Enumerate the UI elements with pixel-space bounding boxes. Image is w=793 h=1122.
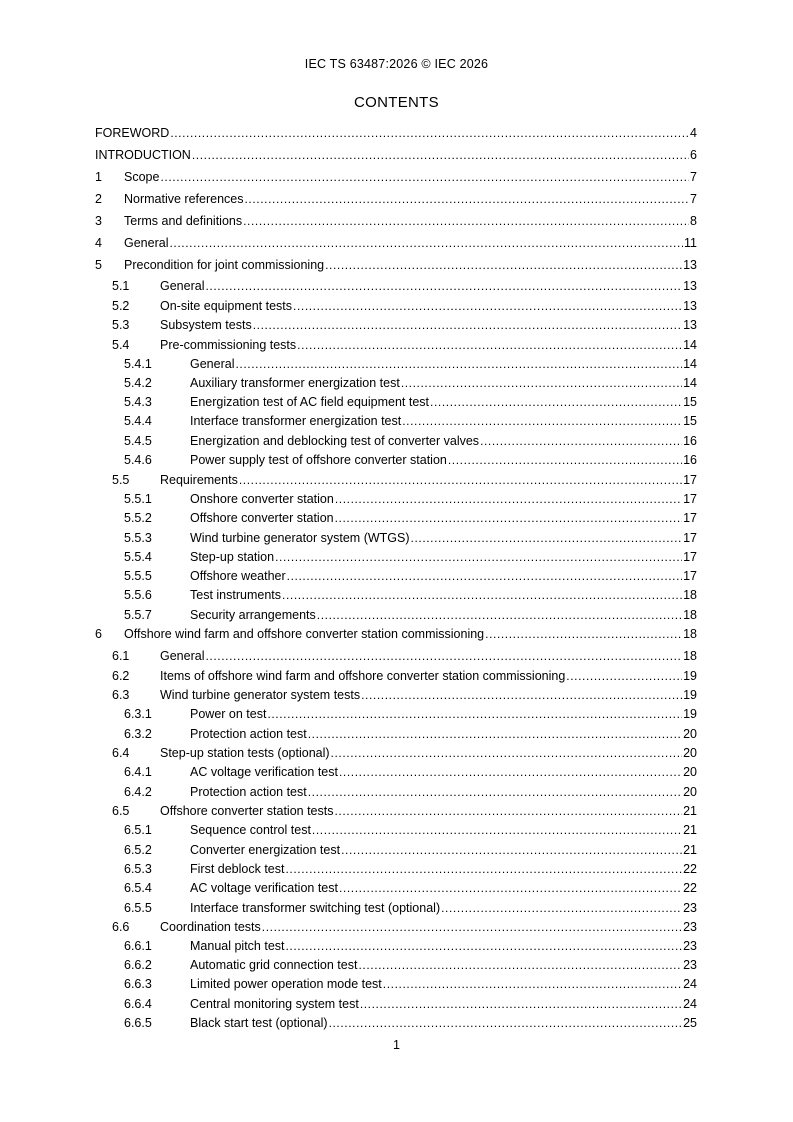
toc-entry[interactable] — [95, 146, 697, 164]
toc-entry[interactable] — [112, 667, 697, 685]
toc-entry-title[interactable]: Auxiliary transformer energization test — [190, 376, 400, 390]
toc-entry-title[interactable]: Normative references — [124, 192, 244, 206]
toc-entry[interactable] — [124, 975, 697, 993]
toc-entry[interactable] — [95, 168, 697, 186]
page-number: 1 — [393, 1038, 400, 1052]
toc-entry[interactable] — [95, 234, 697, 252]
toc-entry-title[interactable]: Energization test of AC field equipment test — [190, 395, 430, 409]
toc-entry[interactable] — [124, 606, 697, 624]
toc-entry-page[interactable]: 21 — [683, 843, 697, 857]
dot-leader — [160, 168, 689, 186]
toc-entry-page[interactable]: 13 — [683, 258, 697, 272]
toc-entry[interactable] — [124, 451, 697, 469]
toc-entry[interactable] — [112, 647, 697, 665]
toc-entry[interactable] — [124, 937, 697, 955]
toc-entry-page[interactable]: 18 — [683, 649, 697, 663]
dot-leader — [360, 995, 682, 1013]
toc-entry-page[interactable]: 24 — [683, 997, 697, 1011]
toc-entry-title[interactable]: On-site equipment tests — [160, 299, 293, 313]
toc-entry-number: 6.4 — [112, 746, 130, 760]
dot-leader — [169, 234, 683, 252]
toc-entry-page[interactable]: 23 — [683, 901, 697, 915]
toc-entry-title[interactable]: Onshore converter station — [190, 492, 334, 506]
toc-entry-number: 6.5.3 — [124, 862, 152, 876]
toc-entry-page[interactable]: 17 — [683, 531, 697, 545]
toc-entry-page[interactable]: 18 — [683, 608, 697, 622]
toc-entry-title[interactable]: Pre-commissioning tests — [160, 338, 297, 352]
toc-entry-page[interactable]: 13 — [683, 279, 697, 293]
toc-entry[interactable] — [124, 879, 697, 897]
toc-entry[interactable] — [112, 744, 697, 762]
dot-leader — [430, 393, 682, 411]
toc-entry-number: 6.6.1 — [124, 939, 152, 953]
toc-entry-page[interactable]: 20 — [683, 765, 697, 779]
toc-entry-number: 5.2 — [112, 299, 130, 313]
toc-entry-page[interactable]: 17 — [683, 569, 697, 583]
toc-entry-number: 5 — [95, 258, 102, 272]
dot-leader — [335, 509, 683, 527]
toc-entry-number: 6.5.1 — [124, 823, 152, 837]
toc-entry-number: 6.3 — [112, 688, 130, 702]
toc-entry[interactable] — [124, 412, 697, 430]
toc-entry-title[interactable]: Test instruments — [190, 588, 282, 602]
toc-entry[interactable] — [112, 297, 697, 315]
dot-leader — [448, 451, 682, 469]
toc-entry-title[interactable]: INTRODUCTION — [95, 148, 191, 162]
dot-leader — [480, 432, 682, 450]
toc-entry-number: 5.5.6 — [124, 588, 152, 602]
toc-entry[interactable] — [124, 490, 697, 508]
toc-entry[interactable] — [124, 529, 697, 547]
toc-entry-title[interactable]: General — [160, 279, 205, 293]
toc-entry[interactable] — [124, 355, 697, 373]
toc-entry-page[interactable]: 21 — [683, 804, 697, 818]
dot-leader — [339, 763, 682, 781]
toc-entry-title[interactable]: Terms and definitions — [124, 214, 243, 228]
toc-entry-number: 6.4.1 — [124, 765, 152, 779]
toc-entry-number: 5.4.2 — [124, 376, 152, 390]
dot-leader — [239, 471, 682, 489]
toc-entry-title[interactable]: Offshore converter station tests — [160, 804, 334, 818]
dot-leader — [243, 212, 689, 230]
toc-entry-title[interactable]: Step-up station — [190, 550, 275, 564]
dot-leader — [170, 124, 689, 142]
toc-entry-page[interactable]: 23 — [683, 920, 697, 934]
toc-entry-page[interactable]: 22 — [683, 862, 697, 876]
toc-entry[interactable] — [124, 821, 697, 839]
toc-entry[interactable] — [95, 256, 697, 274]
toc-entry[interactable] — [124, 567, 697, 585]
dot-leader — [235, 355, 682, 373]
dot-leader — [331, 744, 683, 762]
toc-entry-page[interactable]: 7 — [690, 170, 697, 184]
toc-entry-page[interactable]: 18 — [683, 627, 697, 641]
toc-entry-page[interactable]: 17 — [683, 492, 697, 506]
toc-entry-title[interactable]: Offshore weather — [190, 569, 286, 583]
toc-entry-page[interactable]: 18 — [683, 588, 697, 602]
toc-entry-title[interactable]: Limited power operation mode test — [190, 977, 382, 991]
toc-entry-title[interactable]: General — [124, 236, 169, 250]
dot-leader — [339, 879, 682, 897]
dot-leader — [341, 841, 682, 859]
toc-entry[interactable] — [112, 316, 697, 334]
dot-leader — [335, 490, 682, 508]
dot-leader — [308, 783, 682, 801]
toc-entry-title[interactable]: Wind turbine generator system (WTGS) — [190, 531, 410, 545]
dot-leader — [262, 918, 682, 936]
toc-entry-title[interactable]: Step-up station tests (optional) — [160, 746, 330, 760]
toc-entry-number: 6.3.1 — [124, 707, 152, 721]
toc-entry-page[interactable]: 20 — [683, 746, 697, 760]
toc-entry-title[interactable]: Requirements — [160, 473, 238, 487]
toc-entry-page[interactable]: 14 — [683, 357, 697, 371]
toc-entry-page[interactable]: 4 — [690, 126, 697, 140]
toc-entry-number: 4 — [95, 236, 102, 250]
dot-leader — [411, 529, 683, 547]
dot-leader — [334, 802, 682, 820]
toc-entry-number: 3 — [95, 214, 102, 228]
toc-entry-number: 5.5.3 — [124, 531, 152, 545]
toc-entry[interactable] — [112, 471, 697, 489]
toc-entry-title[interactable]: Sequence control test — [190, 823, 311, 837]
toc-entry[interactable] — [112, 918, 697, 936]
toc-entry-number: 6.6.3 — [124, 977, 152, 991]
toc-entry-title[interactable]: Precondition for joint commissioning — [124, 258, 325, 272]
toc-entry-page[interactable]: 6 — [690, 148, 697, 162]
toc-entry-page[interactable]: 19 — [683, 688, 697, 702]
toc-entry-number: 6.5 — [112, 804, 130, 818]
dot-leader — [325, 256, 682, 274]
document-header: IEC TS 63487:2026 © IEC 2026 — [304, 57, 489, 71]
toc-entry-number: 5.5.2 — [124, 511, 152, 525]
toc-entry-title[interactable]: Energization and deblocking test of converter valves — [190, 434, 480, 448]
toc-entry-page[interactable]: 16 — [683, 453, 697, 467]
toc-entry-title[interactable]: Automatic grid connection test — [190, 958, 358, 972]
toc-entry-title[interactable]: Protection action test — [190, 785, 307, 799]
toc-entry-title[interactable]: General — [190, 357, 235, 371]
toc-entry[interactable] — [124, 725, 697, 743]
toc-entry-number: 5.5.5 — [124, 569, 152, 583]
dot-leader — [402, 412, 682, 430]
dot-leader — [329, 1014, 683, 1032]
toc-entry-page[interactable]: 23 — [683, 939, 697, 953]
dot-leader — [253, 316, 682, 334]
toc-entry-number: 6.2 — [112, 669, 130, 683]
toc-entry-title[interactable]: Coordination tests — [160, 920, 261, 934]
toc-entry[interactable] — [95, 124, 697, 142]
toc-entry-number: 6 — [95, 627, 102, 641]
toc-entry[interactable] — [112, 686, 697, 704]
toc-entry-number: 6.1 — [112, 649, 130, 663]
toc-entry[interactable] — [124, 1014, 697, 1032]
toc-entry[interactable] — [112, 277, 697, 295]
dot-leader — [267, 705, 682, 723]
toc-entry-page[interactable]: 25 — [683, 1016, 697, 1030]
dot-leader — [293, 297, 682, 315]
toc-entry-number: 5.5.4 — [124, 550, 152, 564]
dot-leader — [317, 606, 682, 624]
toc-entry-number: 5.4.4 — [124, 414, 152, 428]
toc-entry[interactable] — [124, 995, 697, 1013]
toc-entry-number: 5.4.5 — [124, 434, 152, 448]
toc-entry[interactable] — [95, 212, 697, 230]
toc-entry-page[interactable]: 24 — [683, 977, 697, 991]
toc-entry-number: 6.5.4 — [124, 881, 152, 895]
toc-entry-title[interactable]: Manual pitch test — [190, 939, 285, 953]
toc-entry-title[interactable]: Subsystem tests — [160, 318, 252, 332]
toc-entry-page[interactable]: 19 — [683, 707, 697, 721]
toc-entry[interactable] — [112, 336, 697, 354]
dot-leader — [245, 190, 690, 208]
toc-entry-page[interactable]: 19 — [683, 669, 697, 683]
dot-leader — [312, 821, 682, 839]
toc-entry-page[interactable]: 7 — [690, 192, 697, 206]
dot-leader — [205, 647, 682, 665]
toc-entry[interactable] — [124, 705, 697, 723]
toc-entry-number: 5.5 — [112, 473, 130, 487]
toc-entry-page[interactable]: 13 — [683, 299, 697, 313]
toc-entry-title[interactable]: Converter energization test — [190, 843, 341, 857]
toc-entry-title[interactable]: FOREWORD — [95, 126, 170, 140]
toc-entry[interactable] — [124, 393, 697, 411]
toc-entry[interactable] — [124, 783, 697, 801]
page-title: CONTENTS — [354, 94, 439, 111]
toc-entry-title[interactable]: AC voltage verification test — [190, 881, 338, 895]
toc-entry-page[interactable]: 15 — [683, 395, 697, 409]
toc-entry-title[interactable]: Central monitoring system test — [190, 997, 359, 1011]
toc-entry-number: 6.6.5 — [124, 1016, 152, 1030]
toc-entry-title[interactable]: Wind turbine generator system tests — [160, 688, 361, 702]
toc-entry-number: 5.5.1 — [124, 492, 152, 506]
dot-leader — [383, 975, 682, 993]
toc-entry-number: 5.4.1 — [124, 357, 152, 371]
toc-entry-title[interactable]: Offshore converter station — [190, 511, 334, 525]
toc-entry-title[interactable]: Scope — [124, 170, 160, 184]
toc-entry-page[interactable]: 20 — [683, 727, 697, 741]
dot-leader — [361, 686, 682, 704]
toc-entry-title[interactable]: First deblock test — [190, 862, 285, 876]
dot-leader — [358, 956, 682, 974]
toc-entry[interactable] — [124, 548, 697, 566]
toc-entry-number: 6.6 — [112, 920, 130, 934]
toc-entry-page[interactable]: 8 — [690, 214, 697, 228]
toc-entry-page[interactable]: 20 — [683, 785, 697, 799]
toc-entry-page[interactable]: 22 — [683, 881, 697, 895]
toc-entry-number: 1 — [95, 170, 102, 184]
toc-entry-number: 5.5.7 — [124, 608, 152, 622]
toc-entry-title[interactable]: General — [160, 649, 205, 663]
toc-entry-title[interactable]: AC voltage verification test — [190, 765, 338, 779]
toc-entry-title[interactable]: Power supply test of offshore converter station — [190, 453, 447, 467]
toc-entry-title[interactable]: Interface transformer energization test — [190, 414, 402, 428]
toc-entry-page[interactable]: 21 — [683, 823, 697, 837]
toc-entry[interactable] — [124, 860, 697, 878]
toc-entry-number: 6.6.4 — [124, 997, 152, 1011]
toc-entry-title[interactable]: Interface transformer switching test (optional) — [190, 901, 441, 915]
toc-entry[interactable] — [95, 190, 697, 208]
toc-entry[interactable] — [124, 374, 697, 392]
dot-leader — [441, 899, 682, 917]
toc-entry-page[interactable]: 17 — [683, 550, 697, 564]
toc-entry-page[interactable]: 11 — [684, 236, 697, 250]
toc-entry-number: 5.4.3 — [124, 395, 152, 409]
toc-entry-title[interactable]: Offshore wind farm and offshore converter station commissioning — [124, 627, 485, 641]
toc-entry[interactable] — [112, 802, 697, 820]
toc-entry-page[interactable]: 16 — [683, 434, 697, 448]
toc-entry-title[interactable]: Black start test (optional) — [190, 1016, 328, 1030]
toc-entry[interactable] — [124, 763, 697, 781]
toc-entry-number: 5.4 — [112, 338, 130, 352]
toc-entry-number: 6.5.5 — [124, 901, 152, 915]
toc-entry-number: 6.3.2 — [124, 727, 152, 741]
dot-leader — [285, 860, 682, 878]
toc-entry-page[interactable]: 23 — [683, 958, 697, 972]
toc-entry-page[interactable]: 17 — [683, 511, 697, 525]
toc-entry[interactable] — [124, 841, 697, 859]
toc-entry[interactable] — [124, 899, 697, 917]
toc-entry-page[interactable]: 15 — [683, 414, 697, 428]
dot-leader — [401, 374, 682, 392]
toc-entry-number: 6.5.2 — [124, 843, 152, 857]
toc-entry-number: 2 — [95, 192, 102, 206]
toc-entry-title[interactable]: Security arrangements — [190, 608, 316, 622]
toc-entry-title[interactable]: Power on test — [190, 707, 267, 721]
toc-entry[interactable] — [124, 956, 697, 974]
dot-leader — [286, 937, 683, 955]
dot-leader — [308, 725, 682, 743]
toc-entry-page[interactable]: 14 — [683, 338, 697, 352]
toc-entry-page[interactable]: 14 — [683, 376, 697, 390]
toc-entry-title[interactable]: Items of offshore wind farm and offshore converter station commissioning — [160, 669, 566, 683]
dot-leader — [287, 567, 682, 585]
toc-entry-page[interactable]: 13 — [683, 318, 697, 332]
toc-entry-title[interactable]: Protection action test — [190, 727, 307, 741]
dot-leader — [566, 667, 682, 685]
dot-leader — [275, 548, 682, 566]
toc-entry-number: 5.4.6 — [124, 453, 152, 467]
toc-entry-page[interactable]: 17 — [683, 473, 697, 487]
dot-leader — [485, 625, 682, 643]
toc-entry[interactable] — [124, 586, 697, 604]
dot-leader — [282, 586, 682, 604]
dot-leader — [205, 277, 682, 295]
toc-entry-number: 5.3 — [112, 318, 130, 332]
toc-entry[interactable] — [124, 432, 697, 450]
toc-entry-number: 6.4.2 — [124, 785, 152, 799]
dot-leader — [297, 336, 682, 354]
dot-leader — [192, 146, 689, 164]
toc-entry-number: 5.1 — [112, 279, 130, 293]
toc-entry-number: 6.6.2 — [124, 958, 152, 972]
toc-entry[interactable] — [124, 509, 697, 527]
toc-entry[interactable] — [95, 625, 697, 643]
